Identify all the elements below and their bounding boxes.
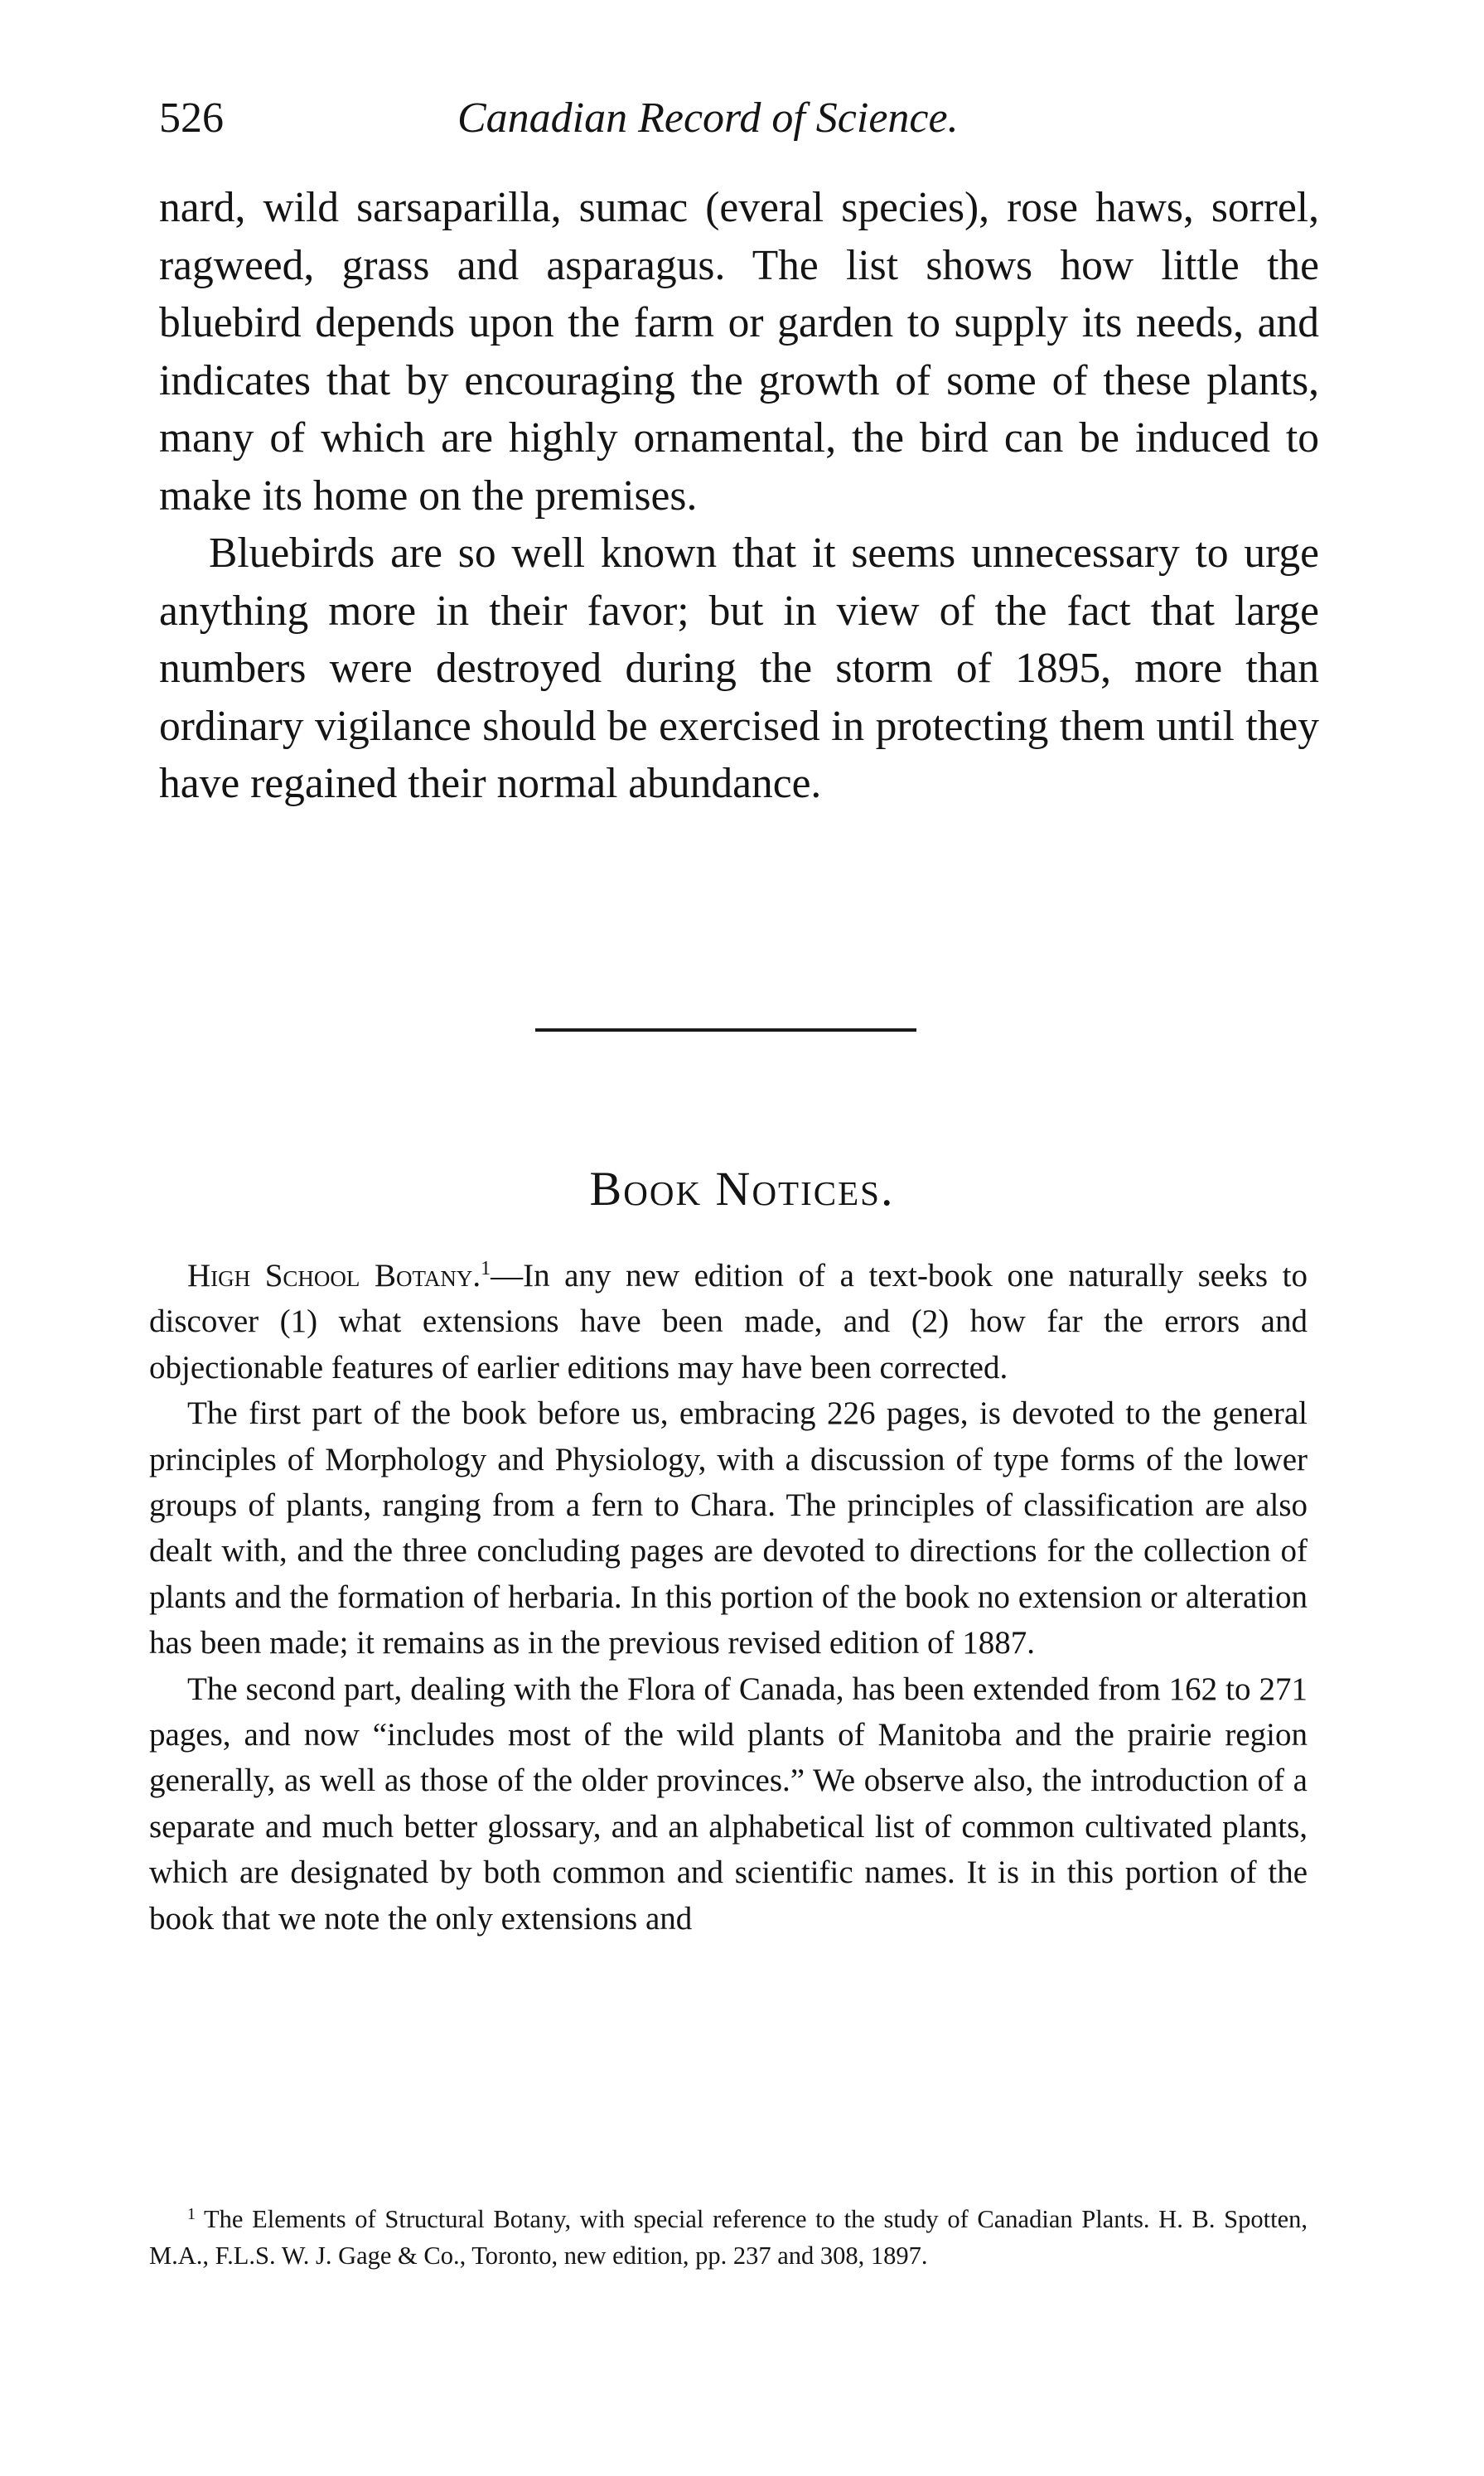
- paragraph: nard, wild sarsaparilla, sumac (everal species), rose haws, sorrel, ragweed, grass and asparagus. The list shows how little the bluebird depends upon the farm or garden to supply its needs, and indicates that by encouraging the growth of some of these plants, many of which are highly ornamental, the bird can be induced to make its home on the premises.: [159, 184, 1319, 520]
- section-divider-rule: [535, 1028, 916, 1032]
- notice-title: High School Botany.: [187, 1258, 481, 1294]
- section-heading: Book Notices.: [589, 1162, 895, 1216]
- book-notice: [149, 1253, 1308, 1942]
- journal-title: Canadian Record of Science.: [457, 94, 959, 142]
- notice-paragraph: [149, 1253, 1308, 1390]
- footnote-mark: 1: [187, 2205, 196, 2223]
- notice-paragraph-text: —In any new edition of a text-book one naturally seeks to discover (1) what extensions have been made, and (2) how far the errors and objectionable features of earlier editions may have been corrected.: [149, 1258, 1308, 1385]
- running-head: [159, 89, 1319, 147]
- footnote-text: The Elements of Structural Botany, with special reference to the study of Canadian Plants. H. B. Spotten, M.A., F.L.S. W. J. Gage & Co., Toronto, new edition, pp. 237 and 308, 1897.: [149, 2205, 1308, 2270]
- continued-article-text: [159, 179, 1319, 813]
- page-number: 526: [159, 94, 224, 142]
- notice-paragraph: The first part of the book before us, embracing 226 pages, is devoted to the general principles of Morphology and Physiology, with a discussion of type forms of the lower groups of plants, ranging from a fern to Chara. The principles of classification are also dealt with, and the three concluding pages are devoted to directions for the collection of plants and the formation of herbaria. In this portion of the book no extension or alteration has been made; it remains as in the previous revised edition of 1887.: [149, 1395, 1308, 1661]
- footnote-reference: 1: [481, 1258, 491, 1279]
- footnote: [149, 2202, 1308, 2274]
- notice-paragraph: The second part, dealing with the Flora of Canada, has been extended from 162 to 271 pages, and now “includes most of the wild plants of Manitoba and the prairie region generally, as well as those of the older provinces.” We observe also, the introduction of a separate and much better glossary, and an alphabetical list of common cultivated plants, which are designated by both common and scientific names. It is in this portion of the book that we note the only extensions and: [149, 1671, 1308, 1937]
- paragraph: Bluebirds are so well known that it seems unnecessary to urge anything more in their favor; but in view of the fact that large numbers were destroyed during the storm of 1895, more than ordinary vigilance should be exercised in protecting them until they have regained their normal abundance.: [159, 530, 1319, 807]
